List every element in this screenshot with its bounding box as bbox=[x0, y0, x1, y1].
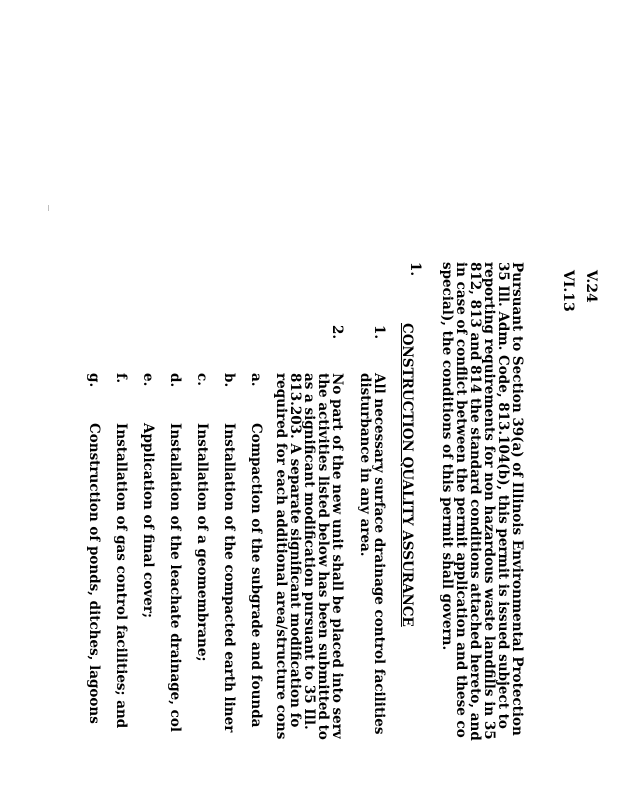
item-line: as a significant modification pursuant to 35 Ill. bbox=[301, 373, 317, 730]
subitem-text: Application of final cover; bbox=[140, 423, 156, 618]
subitem-text: Installation of a geomembrane; bbox=[194, 423, 210, 662]
subitem-text: Construction of ponds, ditches, lagoons bbox=[86, 423, 102, 724]
subitem-letter: c. bbox=[194, 373, 210, 386]
item-line: 813.203. A separate significant modification fo bbox=[287, 373, 303, 728]
subitem-letter: e. bbox=[140, 373, 156, 387]
subitem-letter: b. bbox=[221, 373, 237, 388]
item-line: the activities listed below has been submitted to bbox=[315, 373, 331, 740]
intro-line: Pursuant to Section 39(a) of Illinois Environmental Protection bbox=[509, 262, 525, 736]
page-number: V.24 bbox=[583, 270, 599, 303]
intro-line: reporting requirements for non hazardous waste landfills in 35 bbox=[481, 262, 497, 740]
section-number: 1. bbox=[407, 262, 423, 277]
subitem-text: Compaction of the subgrade and founda bbox=[248, 423, 264, 728]
item-number: 1. bbox=[371, 325, 387, 340]
subitem-text: Installation of gas control facilities; and bbox=[113, 423, 129, 729]
item-line: required for each additional area/structure cons bbox=[273, 373, 289, 740]
section-label: VI.13 bbox=[560, 270, 576, 312]
subitem-letter: f. bbox=[113, 373, 129, 384]
subitem-letter: d. bbox=[167, 373, 183, 388]
intro-line: 35 Ill. Adm. Code, 813.104(b), this permit is issued subject to bbox=[495, 262, 511, 729]
section-heading: CONSTRUCTION QUALITY ASSURANCE bbox=[399, 323, 415, 627]
intro-line: in case of conflict between the permit application and these co bbox=[453, 262, 469, 738]
intro-line: 812, 813 and 814 the standard conditions attached hereto, and bbox=[467, 262, 483, 741]
subitem-text: Installation of the leachate drainage, col bbox=[167, 423, 183, 732]
subitem-letter: a. bbox=[248, 373, 264, 387]
item-number: 2. bbox=[329, 325, 345, 340]
subitem-text: Installation of the compacted earth liner bbox=[221, 423, 237, 733]
item-line: disturbance in any area. bbox=[357, 373, 373, 557]
item-line: No part of the new unit shall be placed into serv bbox=[329, 373, 345, 739]
subitem-letter: g. bbox=[86, 373, 102, 388]
intro-line: special), the conditions of this permit shall govern. bbox=[439, 262, 455, 651]
item-line: All necessary surface drainage control facilities bbox=[371, 373, 387, 735]
